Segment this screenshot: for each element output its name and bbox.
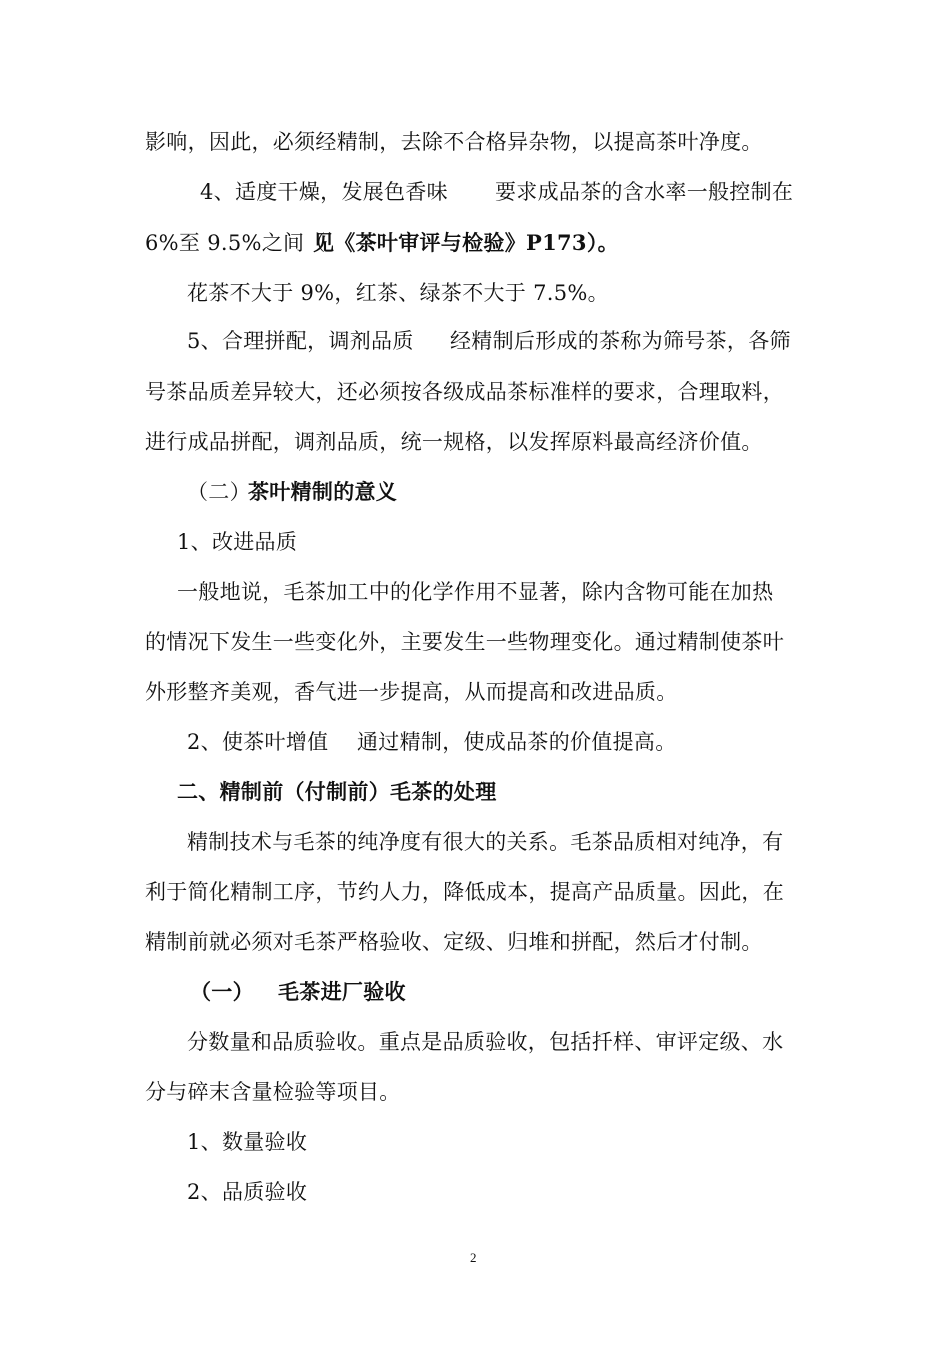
page-number: 2 — [470, 1250, 477, 1265]
moisture-limits-text: 花茶不大于 9%，红茶、绿茶不大于 7.5%。 — [187, 281, 609, 305]
point-1-heading: 1、改进品质 — [177, 530, 298, 554]
section-2-title: 茶叶精制的意义 — [248, 479, 398, 504]
section-2-label: （二） — [187, 480, 251, 504]
inspection-item-1: 1、数量验收 — [187, 1130, 308, 1154]
point-2-heading: 2、使茶叶增值 — [187, 730, 329, 754]
paragraph-line-9: 精制前就必须对毛茶严格验收、定级、归堆和拼配，然后才付制。 — [145, 930, 763, 954]
item-5-heading: 5、合理拼配，调剂品质 — [187, 329, 414, 353]
subsection-1-label: （一） — [190, 979, 254, 1004]
paragraph-line-7: 精制技术与毛茶的纯净度有很大的关系。毛茶品质相对纯净，有 — [187, 830, 784, 854]
item-4-text: 要求成品茶的含水率一般控制在 — [495, 180, 794, 204]
paragraph-line-5: 的情况下发生一些变化外，主要发生一些物理变化。通过精制使茶叶 — [145, 630, 784, 654]
point-2-text: 通过精制，使成品茶的价值提高。 — [357, 730, 677, 754]
paragraph-line-4: 一般地说，毛茶加工中的化学作用不显著，除内含物可能在加热 — [177, 580, 774, 604]
paragraph-line-2: 号茶品质差异较大，还必须按各级成品茶标准样的要求，合理取料， — [145, 380, 784, 404]
paragraph-line-10: 分数量和品质验收。重点是品质验收，包括扦样、审评定级、水 — [187, 1030, 784, 1054]
item-4-heading: 4、适度干燥，发展色香味 — [200, 180, 448, 204]
paragraph-line-6: 外形整齐美观，香气进一步提高，从而提高和改进品质。 — [145, 680, 678, 704]
subsection-1-title: 毛茶进厂验收 — [278, 979, 406, 1004]
paragraph-line-11: 分与碎末含量检验等项目。 — [145, 1080, 401, 1104]
paragraph-line-8: 利于简化精制工序，节约人力，降低成本，提高产品质量。因此，在 — [145, 880, 784, 904]
paragraph-line-3: 进行成品拼配，调剂品质，统一规格，以发挥原料最高经济价值。 — [145, 430, 763, 454]
paragraph-line-1: 影响，因此，必须经精制，去除不合格异杂物，以提高茶叶净度。 — [145, 130, 763, 154]
inspection-item-2: 2、品质验收 — [187, 1180, 308, 1204]
reference-citation: 见《茶叶审评与检验》P173）。 — [313, 230, 619, 255]
chapter-2-heading: 二、精制前（付制前）毛茶的处理 — [177, 779, 497, 804]
moisture-range-text: 6%至 9.5%之间（ — [145, 231, 326, 255]
item-5-text: 经精制后形成的茶称为筛号茶，各筛 — [450, 329, 791, 353]
